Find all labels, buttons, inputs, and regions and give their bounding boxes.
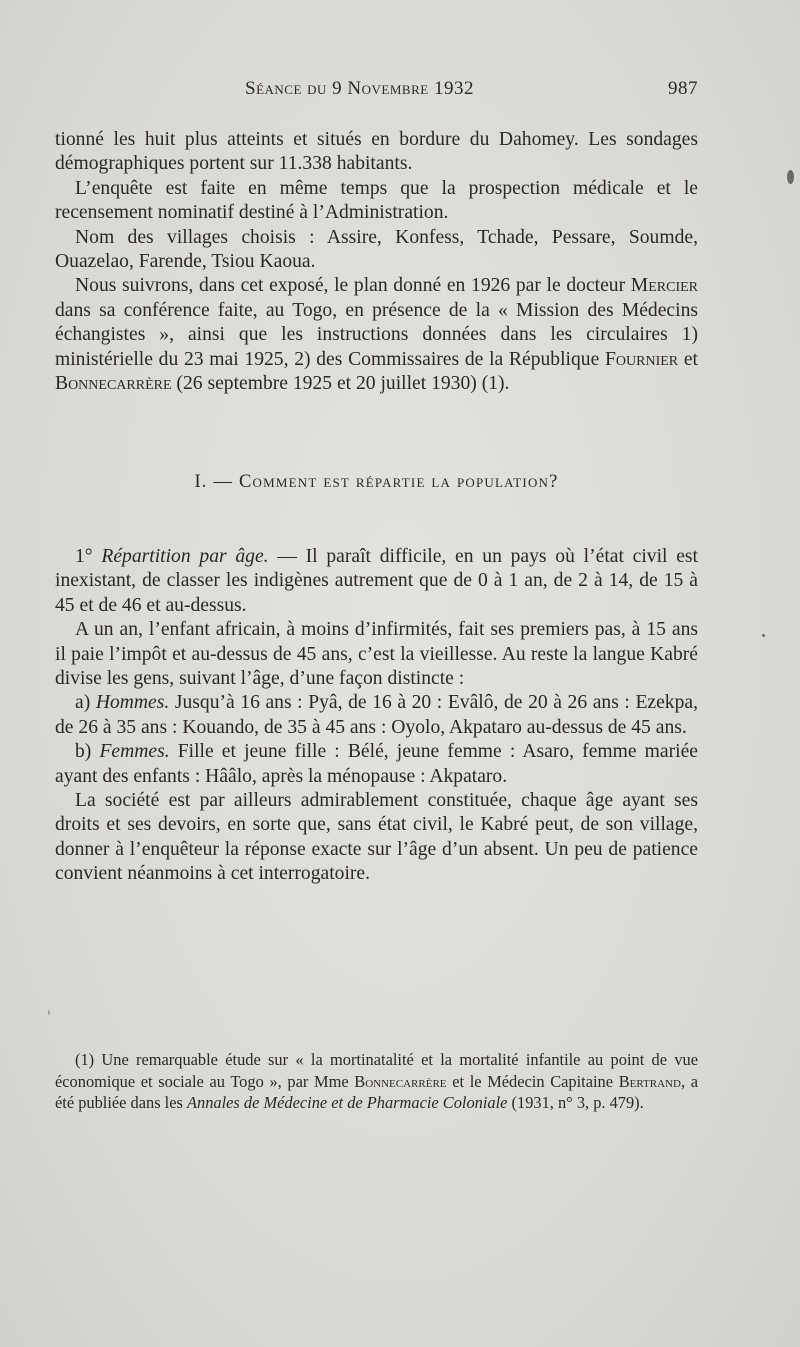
paragraph-hommes: a) Hommes. Jusqu’à 16 ans : Pyâ, de 16 à 20 : Evâlô, de 20 à 26 ans : Ezekpa, de 26 à 35 ans : Kouando, de 35 à 45 ans : Oyolo, Akpataro au-dessus de 45 ans. [55,692,698,738]
paragraph-femmes: b) Femmes. Fille et jeune fille : Bélé, jeune femme : Asaro, femme mariée ayant des enfants : Hââlo, après la ménopause : Akpataro. [55,741,698,787]
paragraph-societe: La société est par ailleurs admirablement constituée, chaque âge ayant ses droits et ses devoirs, en sorte que, sans état civil, le Kabré peut, de son village, donner à l’enquêteur la réponse exacte sur l’âge d’un absent. Un peu de patience convient néanmoins à cet interrogatoire. [55,790,698,885]
paragraph-villages: Nom des villages choisis : Assire, Konfess, Tchade, Pessare, Soumde, Ouazelao, Farende, Tsiou Kaoua. [55,226,698,273]
author-name: Bertrand [618,1071,681,1091]
list-label: Femmes. [99,741,170,763]
body-text-bottom [55,545,698,887]
footnote-text: (1) Une remarquable étude sur « la mortinatalité et la mortalité infantile au point de vue économique et sociale au Togo », par Mme Bonnecarrère et le Médecin Capitaine Bertrand, a été publiée dans les Annales de Médecine et de Pharmacie Coloniale (1931, n° 3, p. 479). [55,1050,698,1112]
paragraph-repartition: 1° Répartition par âge. — Il paraît difficile, en un pays où l’état civil est inexistant, de classer les indigènes autrement que de 0 à 1 an, de 2 à 14, de 15 à 45 et de 46 et au-dessus. [55,546,698,616]
paragraph-un-an: A un an, l’enfant africain, à moins d’infirmités, fait ses premiers pas, à 15 ans il paie l’impôt et au-dessus de 45 ans, c’est la vieillesse. Au reste la langue Kabré divise les gens, suivant l’âge, d’une façon distincte : [55,619,698,690]
scan-speck [48,1010,50,1015]
section-heading: I. — Comment est répartie la population? [194,472,559,492]
paragraph-continued: tionné les huit plus atteints et situés en bordure du Dahomey. Les sondages démographiques portent sur 11.338 habitants. [55,129,698,175]
list-label: Hommes. [95,692,170,714]
paragraph-plan: Nous suivrons, dans cet exposé, le plan donné en 1926 par le docteur Mercier dans sa conférence faite, au Togo, en présence de la « Mission des Médecins échangistes », ainsi que les instructions données dans les circulaires 1) ministérielle du 23 mai 1925, 2) des Commissaires de la République Fournier et Bonnecarrère (26 septembre 1925 et 20 juillet 1930) (1). [55,275,698,395]
subsection-title: Répartition par âge. [101,546,269,567]
body-text-top [55,128,698,396]
running-title: Séance du 9 Novembre 1932 [245,78,474,99]
author-name: Bonnecarrère [55,373,172,395]
page-number: 987 [668,78,698,99]
author-name: Fournier [605,348,679,370]
paragraph-enquete: L’enquête est faite en même temps que la prospection médicale et le recensement nominatif destiné à l’Administration. [55,177,698,224]
scan-speck [787,170,794,184]
page-header [55,78,698,106]
footnote [55,1049,698,1114]
author-name: Mercier [630,275,698,297]
author-name: Bonnecarrère [354,1071,447,1091]
scan-speck [762,634,765,637]
journal-title: Annales de Médecine et de Pharmacie Coloniale [187,1093,508,1112]
